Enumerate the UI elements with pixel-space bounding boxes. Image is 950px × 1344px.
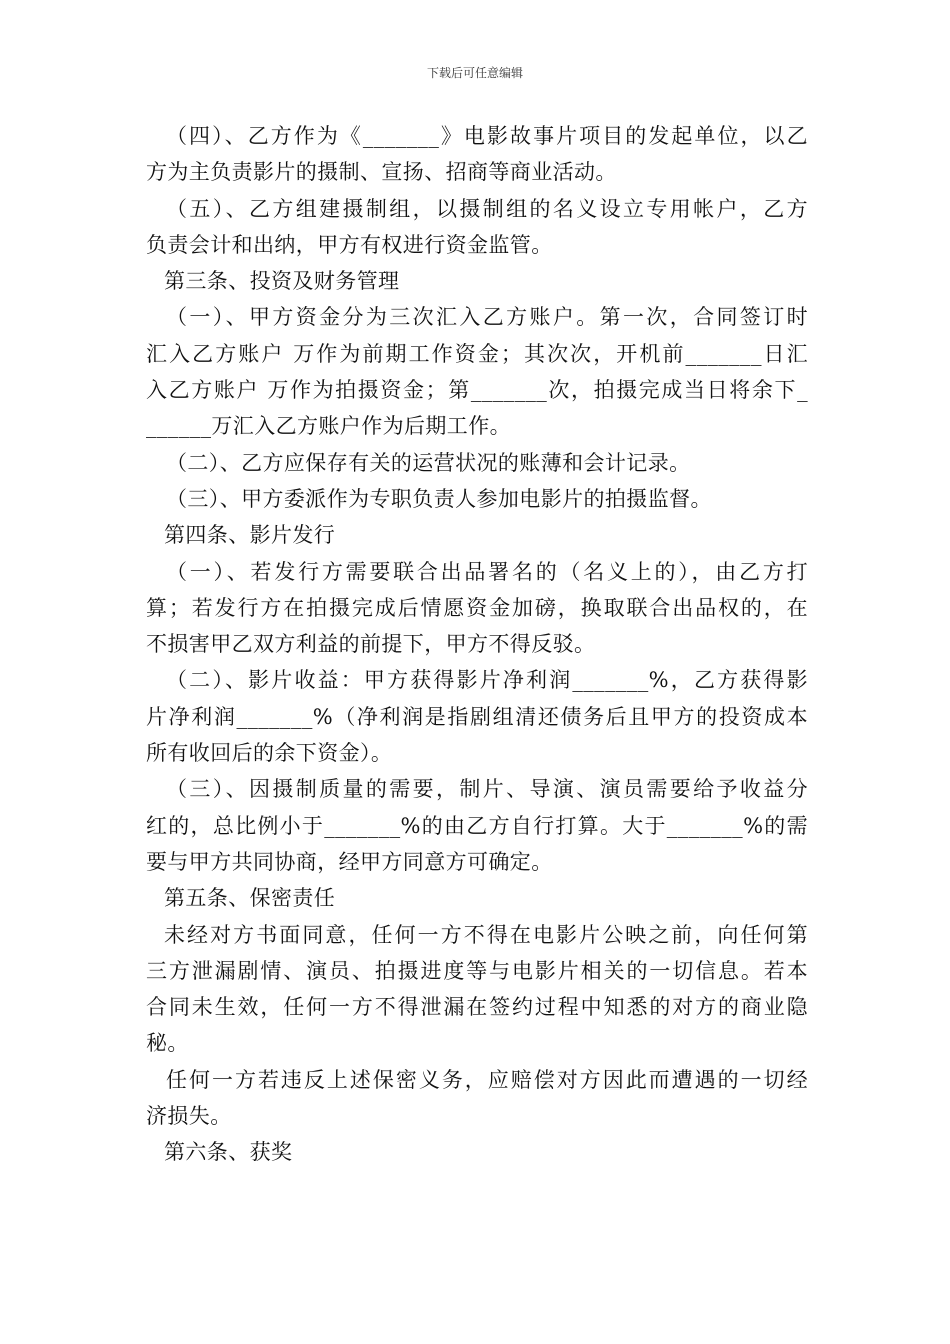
text-line: （五）、乙方组建摄制组，以摄制组的名义设立专用帐户，乙方 <box>166 196 808 221</box>
text-line: ______万汇入乙方账户作为后期工作。 <box>146 414 511 439</box>
text-line: （一）、若发行方需要联合出品署名的（名义上的），由乙方打 <box>166 559 808 584</box>
text-line: 方为主负责影片的摄制、宣扬、招商等商业活动。 <box>146 160 617 185</box>
text-line: 第五条、保密责任 <box>164 886 336 911</box>
text-line: 第三条、投资及财务管理 <box>164 269 400 294</box>
text-line: 第四条、影片发行 <box>164 523 336 548</box>
text-line: （三）、因摄制质量的需要，制片、导演、演员需要给予收益分 <box>166 777 808 802</box>
text-line: 不损害甲乙双方利益的前提下，甲方不得反驳。 <box>146 632 596 657</box>
text-line: 所有收回后的余下资金）。 <box>146 741 393 766</box>
text-line: 第六条、获奖 <box>164 1140 293 1165</box>
text-line: （二）、乙方应保存有关的运营状况的账薄和会计记录。 <box>166 450 691 475</box>
text-line: 红的，总比例小于_______%的由乙方自行打算。大于_______%的需 <box>146 813 808 838</box>
text-line: 要与甲方共同协商，经甲方同意方可确定。 <box>146 849 553 874</box>
text-line: （一）、甲方资金分为三次汇入乙方账户。第一次，合同签订时 <box>166 305 808 330</box>
text-line: 秘。 <box>146 1031 189 1056</box>
text-line: 未经对方书面同意，任何一方不得在电影片公映之前，向任何第 <box>164 922 808 947</box>
text-line: 入乙方账户 万作为拍摄资金；第_______次，拍摄完成当日将余下_ <box>146 378 808 403</box>
text-line: 算；若发行方在拍摄完成后情愿资金加磅，换取联合出品权的，在 <box>146 595 808 620</box>
text-line: （四）、乙方作为《_______》电影故事片项目的发起单位，以乙 <box>166 124 808 148</box>
text-line: 合同未生效，任何一方不得泄漏在签约过程中知悉的对方的商业隐 <box>146 995 808 1020</box>
document-body <box>146 118 808 1171</box>
text-line: （二）、影片收益：甲方获得影片净利润_______%，乙方获得影 <box>166 668 808 693</box>
text-line: 三方泄漏剧情、演员、拍摄进度等与电影片相关的一切信息。若本 <box>146 958 808 983</box>
text-line: 负责会计和出纳，甲方有权进行资金监管。 <box>146 232 553 257</box>
text-line: 济损失。 <box>146 1104 232 1129</box>
page-header: 下载后可任意编辑 <box>426 66 523 80</box>
text-line: 汇入乙方账户 万作为前期工作资金；其次次，开机前_______日汇 <box>146 341 808 366</box>
text-line: 任何一方若违反上述保密义务，应赔偿对方因此而遭遇的一切经 <box>166 1067 808 1092</box>
text-line: （三）、甲方委派作为专职负责人参加电影片的拍摄监督。 <box>166 486 712 511</box>
text-line: 片净利润_______%（净利润是指剧组清还债务后且甲方的投资成本 <box>146 704 808 729</box>
